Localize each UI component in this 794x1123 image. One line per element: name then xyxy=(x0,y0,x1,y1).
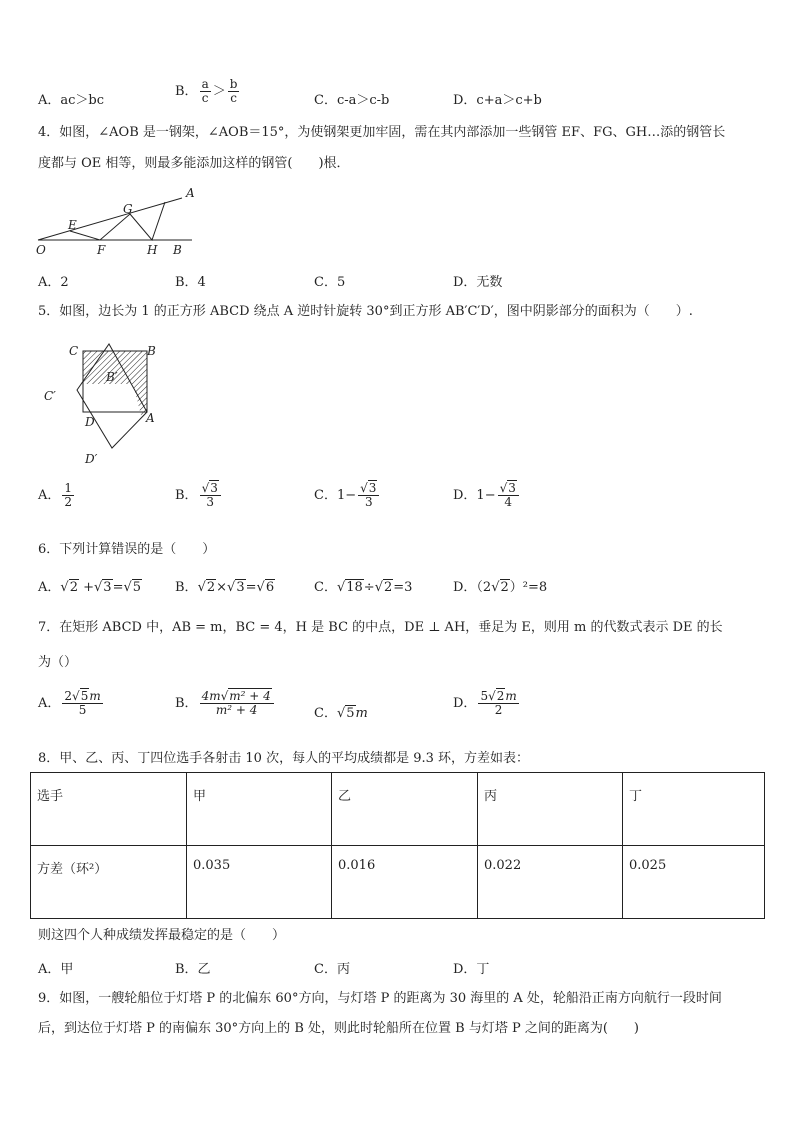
q7-text-line2: 为（） xyxy=(38,655,78,670)
q8-question: 则这四个人种成绩发挥最稳定的是（ ） xyxy=(38,928,286,943)
q6-b-r3: 6 xyxy=(265,580,275,595)
q6-c-r1: 18 xyxy=(346,580,363,595)
q6-option-b: B．√2×√3=√6 xyxy=(175,580,275,595)
q6-c-prefix: C． xyxy=(314,580,337,595)
q6-a-prefix: A． xyxy=(38,580,61,595)
q4-steel-pipes xyxy=(70,202,165,240)
q5-b-prefix: B． xyxy=(175,488,198,503)
q3-b-frac2-den: c xyxy=(230,91,237,105)
q8-option-d: D．丁 xyxy=(453,962,490,977)
q6-b-eq: = xyxy=(245,580,257,595)
q6-b-mid: × xyxy=(216,580,228,595)
q4-option-a: A．2 xyxy=(38,275,69,290)
q6-c-mid: ÷ xyxy=(363,580,375,595)
q5-b-num: 3 xyxy=(210,481,218,495)
table-row-label: 方差（环²） xyxy=(31,846,187,919)
q5-label-c-prime: C′ xyxy=(44,389,56,403)
q5-label-b-prime: B′ xyxy=(106,370,118,384)
q4-label-a: A xyxy=(186,186,195,200)
q5-c-num: 3 xyxy=(368,481,377,495)
q7-option-d: D． $\frac{5√2m}{2}$ xyxy=(453,689,517,717)
table-row xyxy=(31,846,765,919)
q3-b-frac-2 xyxy=(228,78,240,105)
q7-d-prefix: D． xyxy=(453,696,477,711)
table-header-cell: 选手 xyxy=(31,773,187,846)
q6-b-prefix: B． xyxy=(175,580,198,595)
q5-text: 5．如图，边长为 1 的正方形 ABCD 绕点 A 逆时针旋转 30°到正方形 AB′C′D′，图中阴影部分的面积为（ ）. xyxy=(38,304,693,319)
q7-a-num-pre: 2 xyxy=(64,689,73,703)
q8-option-c: C．丙 xyxy=(314,962,350,977)
q4-ray-oa xyxy=(38,198,182,240)
q4-text-line2: 度都与 OE 相等，则最多能添加这样的钢管( )根． xyxy=(38,156,350,171)
q5-label-b: B xyxy=(147,344,156,358)
q4-label-h: H xyxy=(147,243,158,257)
q5-d-prefix: D．1− xyxy=(453,488,496,503)
q7-c-post: m xyxy=(355,706,368,721)
q5-d-den: 4 xyxy=(504,495,513,509)
q5-d-num: 3 xyxy=(508,481,516,495)
q3-b-frac1-num: a xyxy=(201,77,209,91)
table-cell: 0.016 xyxy=(332,846,478,919)
q6-c-r2: 2 xyxy=(384,580,393,595)
q6-a-eq: = xyxy=(112,580,124,595)
table-header-cell: 丁 xyxy=(623,773,765,846)
q5-option-a xyxy=(38,482,76,509)
q5-label-a: A xyxy=(146,411,155,425)
q8-text: 8．甲、乙、丙、丁四位选手各射击 10 次，每人的平均成绩都是 9.3 环，方差如表： xyxy=(38,751,530,766)
q7-a-den: 5 xyxy=(78,703,87,717)
q4-label-f: F xyxy=(97,243,106,257)
q7-a-num-post: m xyxy=(89,689,101,703)
q7-option-b: B． $\frac{\text{4m√m² + 4}}{\text{m² + 4}}$ xyxy=(175,690,276,717)
q3-option-d: D．c+a＞c+b xyxy=(453,93,542,108)
q5-c-den: 3 xyxy=(364,495,373,509)
q6-d-tail: ）²=8 xyxy=(509,580,548,595)
q5-figure xyxy=(40,340,170,470)
q7-option-c: C．√5m xyxy=(314,706,368,721)
q7-a-prefix: A． xyxy=(38,696,61,711)
q5-option-c: C．1− $\frac{√3}{3}$ xyxy=(314,482,381,509)
q7-b-prefix: B． xyxy=(175,696,198,711)
q5-a-prefix: A． xyxy=(38,488,61,503)
q4-label-o: O xyxy=(36,243,46,257)
table-header-cell: 甲 xyxy=(187,773,332,846)
q6-text: 6．下列计算错误的是（ ） xyxy=(38,542,216,557)
q3-b-frac2-num: b xyxy=(229,77,238,91)
q5-c-prefix: C．1− xyxy=(314,488,357,503)
q5-option-d: D．1− $\frac{√3}{4}$ xyxy=(453,482,521,509)
q5-label-c: C xyxy=(69,344,79,358)
q3-b-frac1-den: c xyxy=(201,91,209,105)
q6-a-r3: 5 xyxy=(132,580,142,595)
q7-d-den: 2 xyxy=(494,703,503,717)
q7-a-num-rad: 5 xyxy=(80,689,89,703)
q7-option-a: A． $\frac{2√5m}{5}$ xyxy=(38,689,101,717)
q9-text-line1: 9．如图，一艘轮船位于灯塔 P 的北偏东 60°方向，与灯塔 P 的距离为 30 海里的 A 处，轮船沿正南方向航行一段时间 xyxy=(38,991,722,1006)
q3-option-b-prefix: B． xyxy=(175,84,198,99)
q3-option-b xyxy=(175,78,241,105)
q7-c-rad: 5 xyxy=(346,706,355,721)
q4-option-d: D．无数 xyxy=(453,275,503,290)
q7-b-den: m² + 4 xyxy=(215,703,258,717)
variance-table xyxy=(30,772,765,919)
q5-a-den: 2 xyxy=(64,495,73,509)
q6-option-d: D．（2√2）²=8 xyxy=(453,580,548,595)
q7-b-num-rad: m² + 4 xyxy=(229,689,271,703)
q4-label-g: G xyxy=(123,202,133,216)
q7-d-num-post: m xyxy=(505,689,517,703)
q5-label-d-prime: D′ xyxy=(85,452,98,466)
q3-b-frac-1 xyxy=(200,78,211,105)
q5-label-d: D xyxy=(85,415,95,429)
q7-d-num-pre: 5 xyxy=(480,689,489,703)
q6-d-prefix: D．（2 xyxy=(453,580,492,595)
q4-option-c: C．5 xyxy=(314,275,346,290)
q4-text-line1: 4．如图，∠AOB 是一钢架，∠AOB＝15°，为使钢架更加牢固，需在其内部添加一些钢管 EF、FG、GH…添的钢管长 xyxy=(38,125,726,140)
q3-b-gt: ＞ xyxy=(212,84,226,99)
q6-b-r1: 2 xyxy=(206,580,216,595)
q5-a-num: 1 xyxy=(64,481,73,495)
q6-a-mid: + xyxy=(78,580,94,595)
q9-text-line2: 后，到达位于灯塔 P 的南偏东 30°方向上的 B 处，则此时轮船所在位置 B 与灯塔 P 之间的距离为( ) xyxy=(38,1021,639,1036)
q7-d-num-rad: 2 xyxy=(496,689,505,703)
table-header-cell: 乙 xyxy=(332,773,478,846)
q3-option-a: A．ac＞bc xyxy=(38,93,105,108)
q6-d-r1: 2 xyxy=(500,580,509,595)
q8-option-b: B．乙 xyxy=(175,962,211,977)
q4-option-b: B．4 xyxy=(175,275,206,290)
q5-b-den: 3 xyxy=(206,495,215,509)
q4-figure xyxy=(30,185,205,260)
q6-a-r2: 3 xyxy=(103,580,112,595)
table-header-cell: 丙 xyxy=(478,773,623,846)
q6-option-a: A．√2 +√3=√5 xyxy=(38,580,142,595)
q5-option-b: B． $\frac{√3}{3}$ xyxy=(175,482,223,509)
table-cell: 0.035 xyxy=(187,846,332,919)
q7-b-num-pre: 4m xyxy=(201,689,221,703)
table-header-row xyxy=(31,773,765,846)
q7-text-line1: 7．在矩形 ABCD 中，AB = m，BC = 4，H 是 BC 的中点，DE ⊥ AH，垂足为 E，则用 m 的代数式表示 DE 的长 xyxy=(38,620,723,635)
q3-option-c: C．c-a＞c-b xyxy=(314,93,390,108)
q7-c-prefix: C． xyxy=(314,706,337,721)
q4-label-e: E xyxy=(68,218,77,232)
table-cell: 0.025 xyxy=(623,846,765,919)
q6-option-c: C．√18÷√2=3 xyxy=(314,580,413,595)
q6-b-r2: 3 xyxy=(236,580,245,595)
q6-a-r1: 2 xyxy=(69,580,78,595)
q4-label-b: B xyxy=(173,243,182,257)
q8-option-a: A．甲 xyxy=(38,962,74,977)
q6-c-tail: =3 xyxy=(393,580,413,595)
table-cell: 0.022 xyxy=(478,846,623,919)
